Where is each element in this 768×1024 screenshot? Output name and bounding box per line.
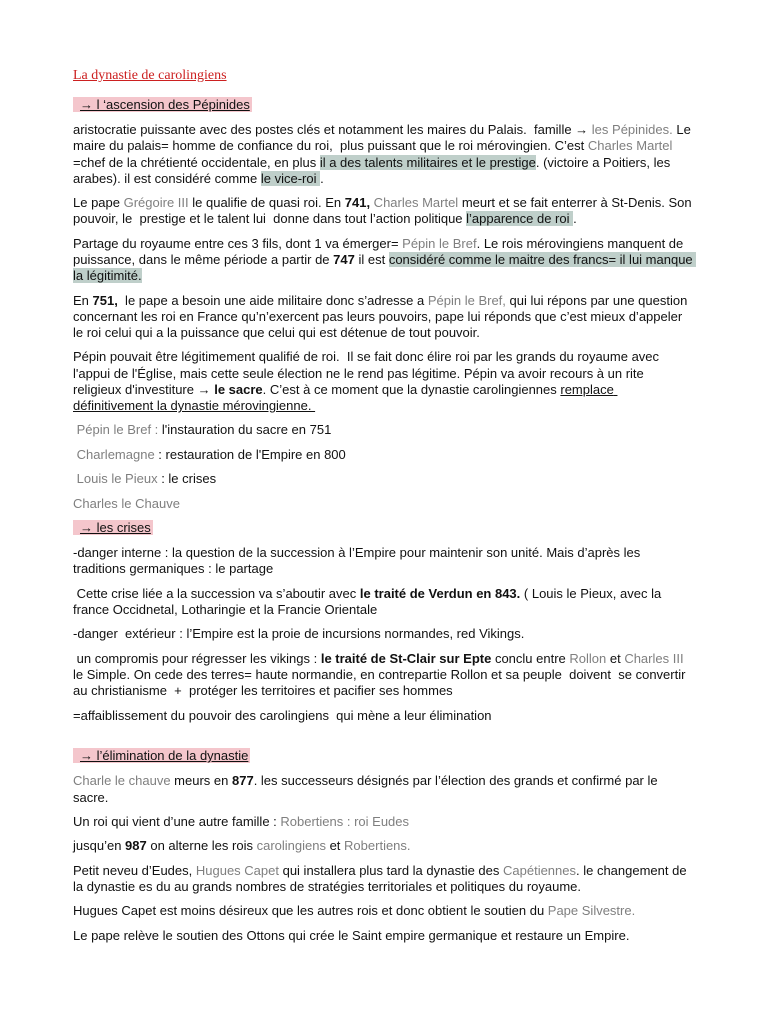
gray-text: Pépin le Bref xyxy=(402,235,477,251)
highlighted-text: le vice-roi xyxy=(260,170,321,186)
gray-text: Rollon xyxy=(569,650,607,666)
text-run: ( Louis le Pieux, avec la france Occidnetal, Lotharingie et la Francie Orientale xyxy=(73,585,665,617)
text-run: =chef de la chrétienté occidentale, en plus xyxy=(73,138,677,170)
bold-text: 877 xyxy=(231,773,254,789)
document-title: La dynastie de carolingiens xyxy=(73,68,227,83)
text-run: Partage du royaume entre ces 3 fils, dont 1 va émerger= xyxy=(73,235,403,251)
text-run: qui installera plus tard la dynastie des xyxy=(278,862,503,878)
text-run: un compromis pour régresser les vikings : xyxy=(73,650,321,666)
bold-text: 987 xyxy=(125,838,147,854)
gray-text: Pépin le Bref, xyxy=(427,292,506,308)
text-run: qui lui répons par une question concernant les roi en France qu’n’exercent pas leurs pouvoirs, pape lui réponds que c’est mieux d’appeler le roi celui qui a la puissance que celui qui est détenue de tout pouvoir. xyxy=(73,292,691,340)
paragraph xyxy=(73,838,693,854)
list-item xyxy=(73,496,693,512)
bold-text: le sacre xyxy=(214,381,263,397)
highlighted-text: il a des talents militaires et le prestige xyxy=(319,154,536,170)
section-crises xyxy=(73,520,693,724)
paragraph xyxy=(73,708,693,724)
text-run: : le crises xyxy=(157,471,217,487)
text-run: Cette crise liée a la succession va s’aboutir avec xyxy=(73,585,360,601)
gray-text: Pape Silvestre. xyxy=(547,903,636,919)
gray-text: Capétiennes xyxy=(503,862,576,878)
section-heading-text: → l ‘ascension des Pépinides xyxy=(73,97,252,112)
gray-text: Charles Martel xyxy=(587,138,673,154)
text-run: . (victoire a Poitiers, les arabes). il est considéré comme xyxy=(73,154,674,186)
text-run: . xyxy=(320,170,324,186)
gray-text: Pépin le Bref : xyxy=(73,422,159,438)
underlined-text: remplace définitivement la dynastie mérovingienne. xyxy=(73,381,618,413)
paragraph xyxy=(73,903,693,919)
section-elimination-dynastie xyxy=(73,748,693,944)
section-heading xyxy=(73,97,693,113)
text-run: . les successeurs désignés par l’élection des grands et confirmé par le sacre. xyxy=(73,773,662,805)
text-run: Petit neveu d’Eudes, xyxy=(73,862,196,878)
gray-text: Charles le Chauve xyxy=(73,495,180,511)
text-run: conclu entre xyxy=(491,650,570,666)
paragraph xyxy=(73,928,693,944)
paragraph xyxy=(73,626,693,642)
text-run: -danger extérieur : l’Empire est la proie de incursions normandes, red Vikings. xyxy=(73,626,525,642)
gray-text: Robertiens. xyxy=(344,838,411,854)
highlighted-text: considéré comme le maitre des francs= il lui manque la légitimité. xyxy=(73,252,697,284)
text-run: il est xyxy=(354,252,389,267)
section-ascension-pepinides xyxy=(73,97,697,512)
text-run: . Le rois mérovingiens manquent de puissance, dans le même période a partir de xyxy=(73,235,687,267)
section-heading-text: → l’élimination de la dynastie xyxy=(73,748,250,763)
paragraph xyxy=(73,293,693,342)
section-heading xyxy=(73,748,693,764)
text-run: le Simple. On cede des terres= haute normandie, en contrepartie Rollon et sa peuple doivent se convertir au christianisme + protéger les territoires et pacifier ses hommes xyxy=(73,650,690,699)
paragraph xyxy=(73,651,693,700)
bold-text: le traité de St-Clair sur Epte xyxy=(320,650,492,666)
text-run: : restauration de l'Empire en 800 xyxy=(154,446,346,462)
list-item xyxy=(73,422,693,438)
gray-text: Louis le Pieux xyxy=(73,471,158,487)
text-run: le pape a besoin une aide militaire donc s’adresse a xyxy=(117,292,428,308)
gray-text: Charlemagne xyxy=(73,446,155,462)
gray-text: Grégoire III xyxy=(123,195,189,211)
section-body xyxy=(73,545,693,724)
text-run: le qualifie de quasi roi. En xyxy=(188,195,345,211)
text-run: Un roi qui vient d’une autre famille : xyxy=(73,813,281,829)
section-heading-text: → les crises xyxy=(73,520,153,535)
text-run: . C’est à ce moment que la dynastie carolingiennes xyxy=(262,381,561,397)
gray-text: carolingiens xyxy=(256,838,326,854)
bold-text: le traité de Verdun en 843. xyxy=(359,585,521,601)
text-run: =affaiblissement du pouvoir des carolingiens qui mène a leur élimination xyxy=(73,707,492,723)
section-heading xyxy=(73,520,693,536)
bold-text: 741, xyxy=(344,195,371,211)
text-run: Le maire du palais= homme de confiance du roi, plus puissant que le roi mérovingien. C’est xyxy=(73,122,695,154)
text-run: jusqu’en xyxy=(73,838,126,854)
section-body xyxy=(73,122,697,512)
list-item xyxy=(73,471,693,487)
bold-text: 747 xyxy=(333,252,355,267)
bold-text: 751, xyxy=(92,292,118,308)
paragraph xyxy=(73,122,693,187)
paragraph xyxy=(73,349,693,414)
text-run: on alterne les rois xyxy=(146,838,257,854)
gray-text: Charles III xyxy=(624,650,684,666)
text-run: et xyxy=(325,838,345,854)
text-run: et xyxy=(606,650,625,666)
gray-text: Charles Martel xyxy=(370,195,459,211)
paragraph xyxy=(73,586,693,618)
text-run: Hugues Capet est moins désireux que les autres rois et donc obtient le soutien du xyxy=(73,903,548,919)
section-body xyxy=(73,773,693,944)
text-run: Le pape xyxy=(73,195,124,211)
paragraph xyxy=(73,863,693,895)
gray-text: les Pépinides. xyxy=(591,122,673,138)
gray-text: Charle le chauve xyxy=(73,773,171,789)
text-run: meurt et se fait enterrer à St-Denis. Son pouvoir, le prestige et le talent lui donne dans tout l’action politique xyxy=(73,195,696,227)
text-run: Le pape relève le soutien des Ottons qui crée le Saint empire germanique et restaure un Empire. xyxy=(73,927,630,943)
paragraph xyxy=(73,773,693,805)
gray-text: Robertiens : roi Eudes xyxy=(280,813,410,829)
paragraph xyxy=(73,814,693,830)
text-run: . le changement de la dynastie es du au grands nombres de stratégies territoriales et politiques du royaume. xyxy=(73,862,691,894)
text-run: . xyxy=(573,211,577,227)
highlighted-text: l’apparence de roi xyxy=(466,211,574,227)
list-item xyxy=(73,447,693,463)
text-run: l'instauration du sacre en 751 xyxy=(158,422,332,438)
text-run: En xyxy=(73,292,93,308)
text-run: meurs en xyxy=(170,773,232,789)
gray-text: Hugues Capet xyxy=(195,862,279,878)
paragraph xyxy=(73,235,697,285)
text-run: Pépin pouvait être légitimement qualifié de roi. Il se fait donc élire roi par les grands du royaume avec l'appui de l'Église, mais cette seule élection ne le rend pas légitime. Pépin va avoir recours à un rite religieux d'investiture → xyxy=(73,349,663,397)
text-run: aristocratie puissante avec des postes clés et notamment les maires du Palais. famille → xyxy=(73,122,592,138)
paragraph xyxy=(73,195,696,227)
paragraph xyxy=(73,545,693,577)
text-run: -danger interne : la question de la succession à l’Empire pour maintenir son unité. Mais d’après les traditions germaniques : le partage xyxy=(73,545,644,577)
